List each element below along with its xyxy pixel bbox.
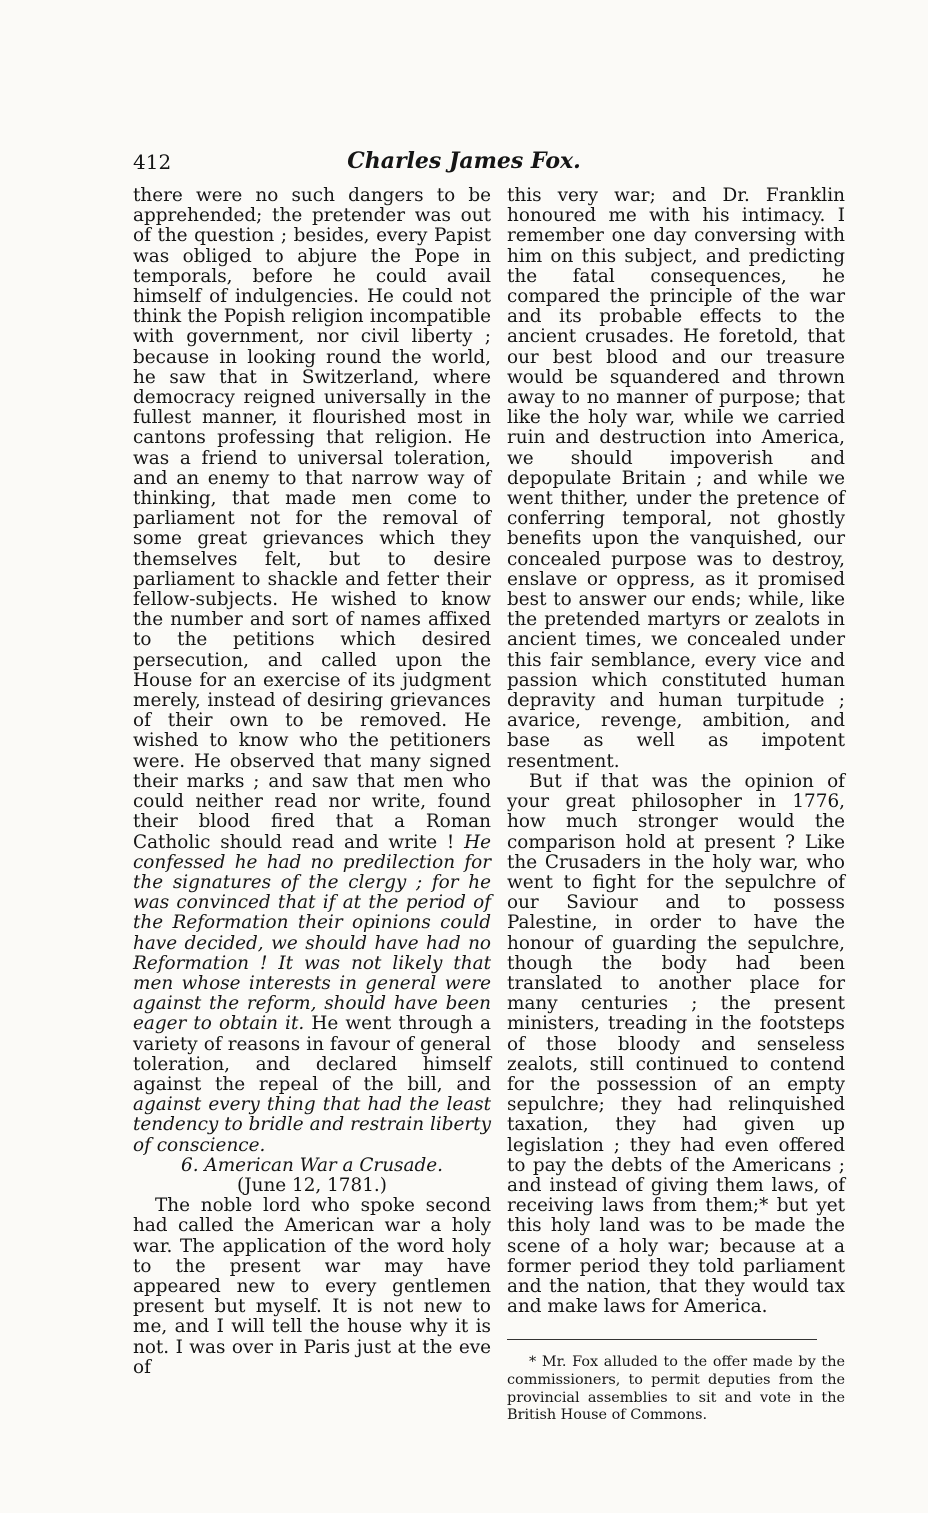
- left-column: [133, 186, 491, 1378]
- left-paragraph-1-italic: He confessed he had no predilection for the signatures of the clergy ; for he was convinced that if at the period of the Reformation their opinions could have decided, we should have had no Reformation ! It was not likely that men whose interests in general were against the reform, should have been eager to obtain it.: [133, 831, 491, 1035]
- right-paragraph-2: But if that was the opinion of your great philosopher in 1776, how much stronger would the comparison hold at present ? Like the Crusaders in the holy war, who went to fight for the sepulchre of our Saviour and to possess Palestine, in order to have the honour of guarding the sepulchre, though the body had been translated to another place for many centuries ; the present ministers, treading in the footsteps of those bloody and senseless zealots, still continued to contend for the possession of an empty sepulchre; they had relinquished taxation, they had given up legislation ; they had even offered to pay the debts of the Americans ; and instead of giving them laws, of receiving laws from them;* but yet this holy land was to be made the scene of a holy war; because at a former period they told parliament and the nation, that they would tax and make laws for America.: [507, 770, 845, 1318]
- left-paragraph-1-text: there were no such dangers to be apprehended; the pretender was out of the question ; besides, every Papist was obliged to abjure the Pope in temporals, before he could avail himself of indulgencies. He could not think the Popish religion incompatible with government, nor civil liberty ; because in looking round the world, he saw that in Switzerland, where democracy reigned universally in the fullest manner, it flourished most in cantons professing that religion. He was a friend to universal toleration, and an enemy to that narrow way of thinking, that made men come to parliament not for the removal of some great grievances which they themselves felt, but to desire parliament to shackle and fetter their fellow-subjects. He wished to know the number and sort of names affixed to the petitions which desired persecution, and called upon the House for an exercise of its judgment merely, instead of desiring grievances of their own to be removed. He wished to know who the petitioners were. He observed that many signed their marks ; and saw that men who could neither read nor write, found their blood fired that a Roman Catholic should read and write !: [133, 185, 491, 853]
- section-heading: 6. American War a Crusade.: [181, 1154, 443, 1176]
- left-paragraph-1: [133, 186, 491, 1156]
- section-date: (June 12, 1781.): [237, 1174, 387, 1196]
- page-number: 412: [133, 150, 172, 174]
- left-paragraph-1-italic-2: against every thing that had the least tendency to bridle and restrain liberty of conscience.: [133, 1094, 491, 1156]
- left-paragraph-2: The noble lord who spoke second had called the American war a holy war. The application of the word holy to the present war may have appeared new to every gentlemen present but myself. It is not new to me, and I will tell the house why it is not. I was over in Paris just at the eve of: [133, 1195, 491, 1378]
- right-column: [507, 186, 845, 1425]
- left-paragraph-1-text-2: He went through a variety of reasons in favour of general toleration, and declared himself against the repeal of the bill, and: [133, 1013, 491, 1095]
- page-header: [133, 150, 795, 178]
- running-head: Charles James Fox.: [347, 148, 581, 174]
- footnote: * Mr. Fox alluded to the offer made by the commissioners, to permit deputies from the provincial assemblies to sit and vote in the British House of Commons.: [507, 1354, 845, 1424]
- footnote-rule: [507, 1339, 817, 1340]
- right-paragraph-1: this very war; and Dr. Franklin honoured me with his intimacy. I remember one day conversing with him on this subject, and predicting the fatal consequences, he compared the principle of the war and its probable effects to the ancient crusades. He foretold, that our best blood and our treasure would be squandered and thrown away to no manner of purpose; that like the holy war, while we carried ruin and destruction into America, we should impoverish and depopulate Britain ; and while we went thither, under the pretence of conferring temporal, not ghostly benefits upon the vanquished, our concealed purpose was to destroy, enslave or oppress, as it promised best to answer our ends; while, like the pretended martyrs or zealots in ancient times, we concealed under this fair semblance, every vice and passion which constituted human depravity and human turpitude ; avarice, revenge, ambition, and base as well as impotent resentment.: [507, 185, 845, 772]
